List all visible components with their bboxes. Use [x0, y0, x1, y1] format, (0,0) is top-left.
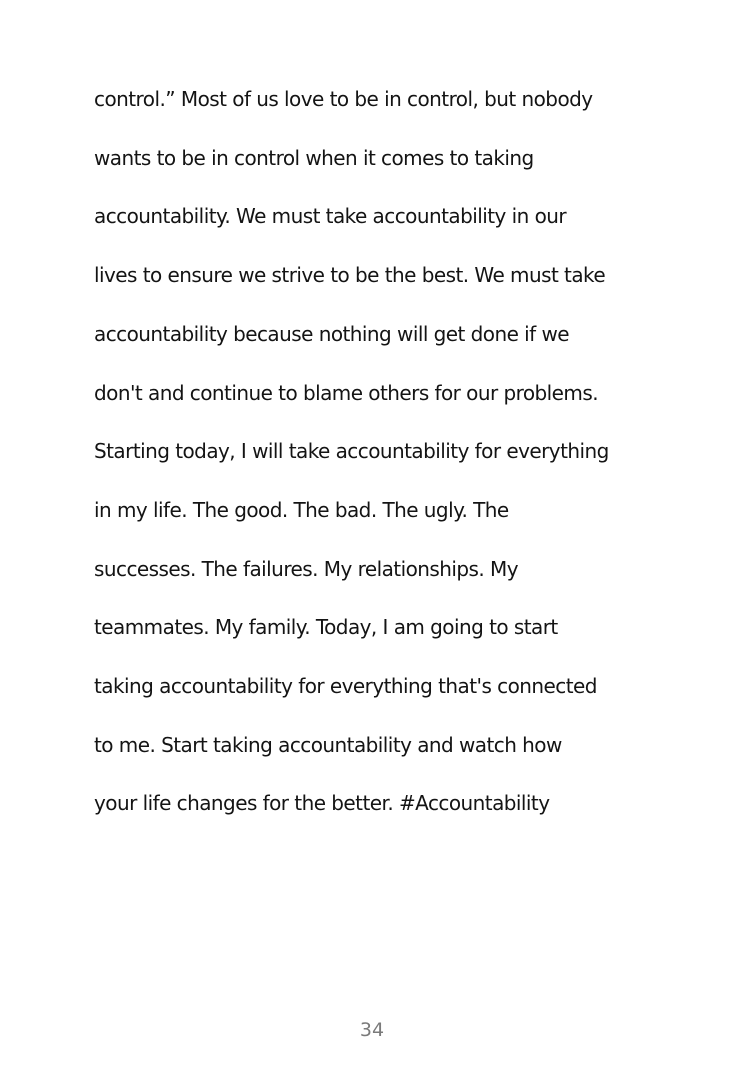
text-line: don't and continue to blame others for our problems.: [94, 380, 599, 405]
text-line: wants to be in control when it comes to taking: [94, 145, 534, 170]
text-line: accountability because nothing will get done if we: [94, 321, 570, 346]
text-line: in my life. The good. The bad. The ugly. The: [94, 497, 509, 522]
page-number: 34: [359, 1019, 385, 1041]
text-line: to me. Start taking accountability and watch how: [94, 732, 562, 757]
text-line: your life changes for the better. #Accountability: [94, 791, 550, 816]
text-line: successes. The failures. My relationships. My: [94, 556, 519, 581]
text-line: accountability. We must take accountability in our: [94, 204, 567, 229]
text-line: lives to ensure we strive to be the best. We must take: [94, 263, 606, 288]
text-line: taking accountability for everything that's connected: [94, 674, 597, 699]
text-line: Starting today, I will take accountability for everything: [94, 439, 609, 464]
body-paragraph: [94, 70, 694, 833]
text-line: control.” Most of us love to be in control, but nobody: [94, 87, 593, 111]
text-line: teammates. My family. Today, I am going to start: [94, 615, 558, 640]
